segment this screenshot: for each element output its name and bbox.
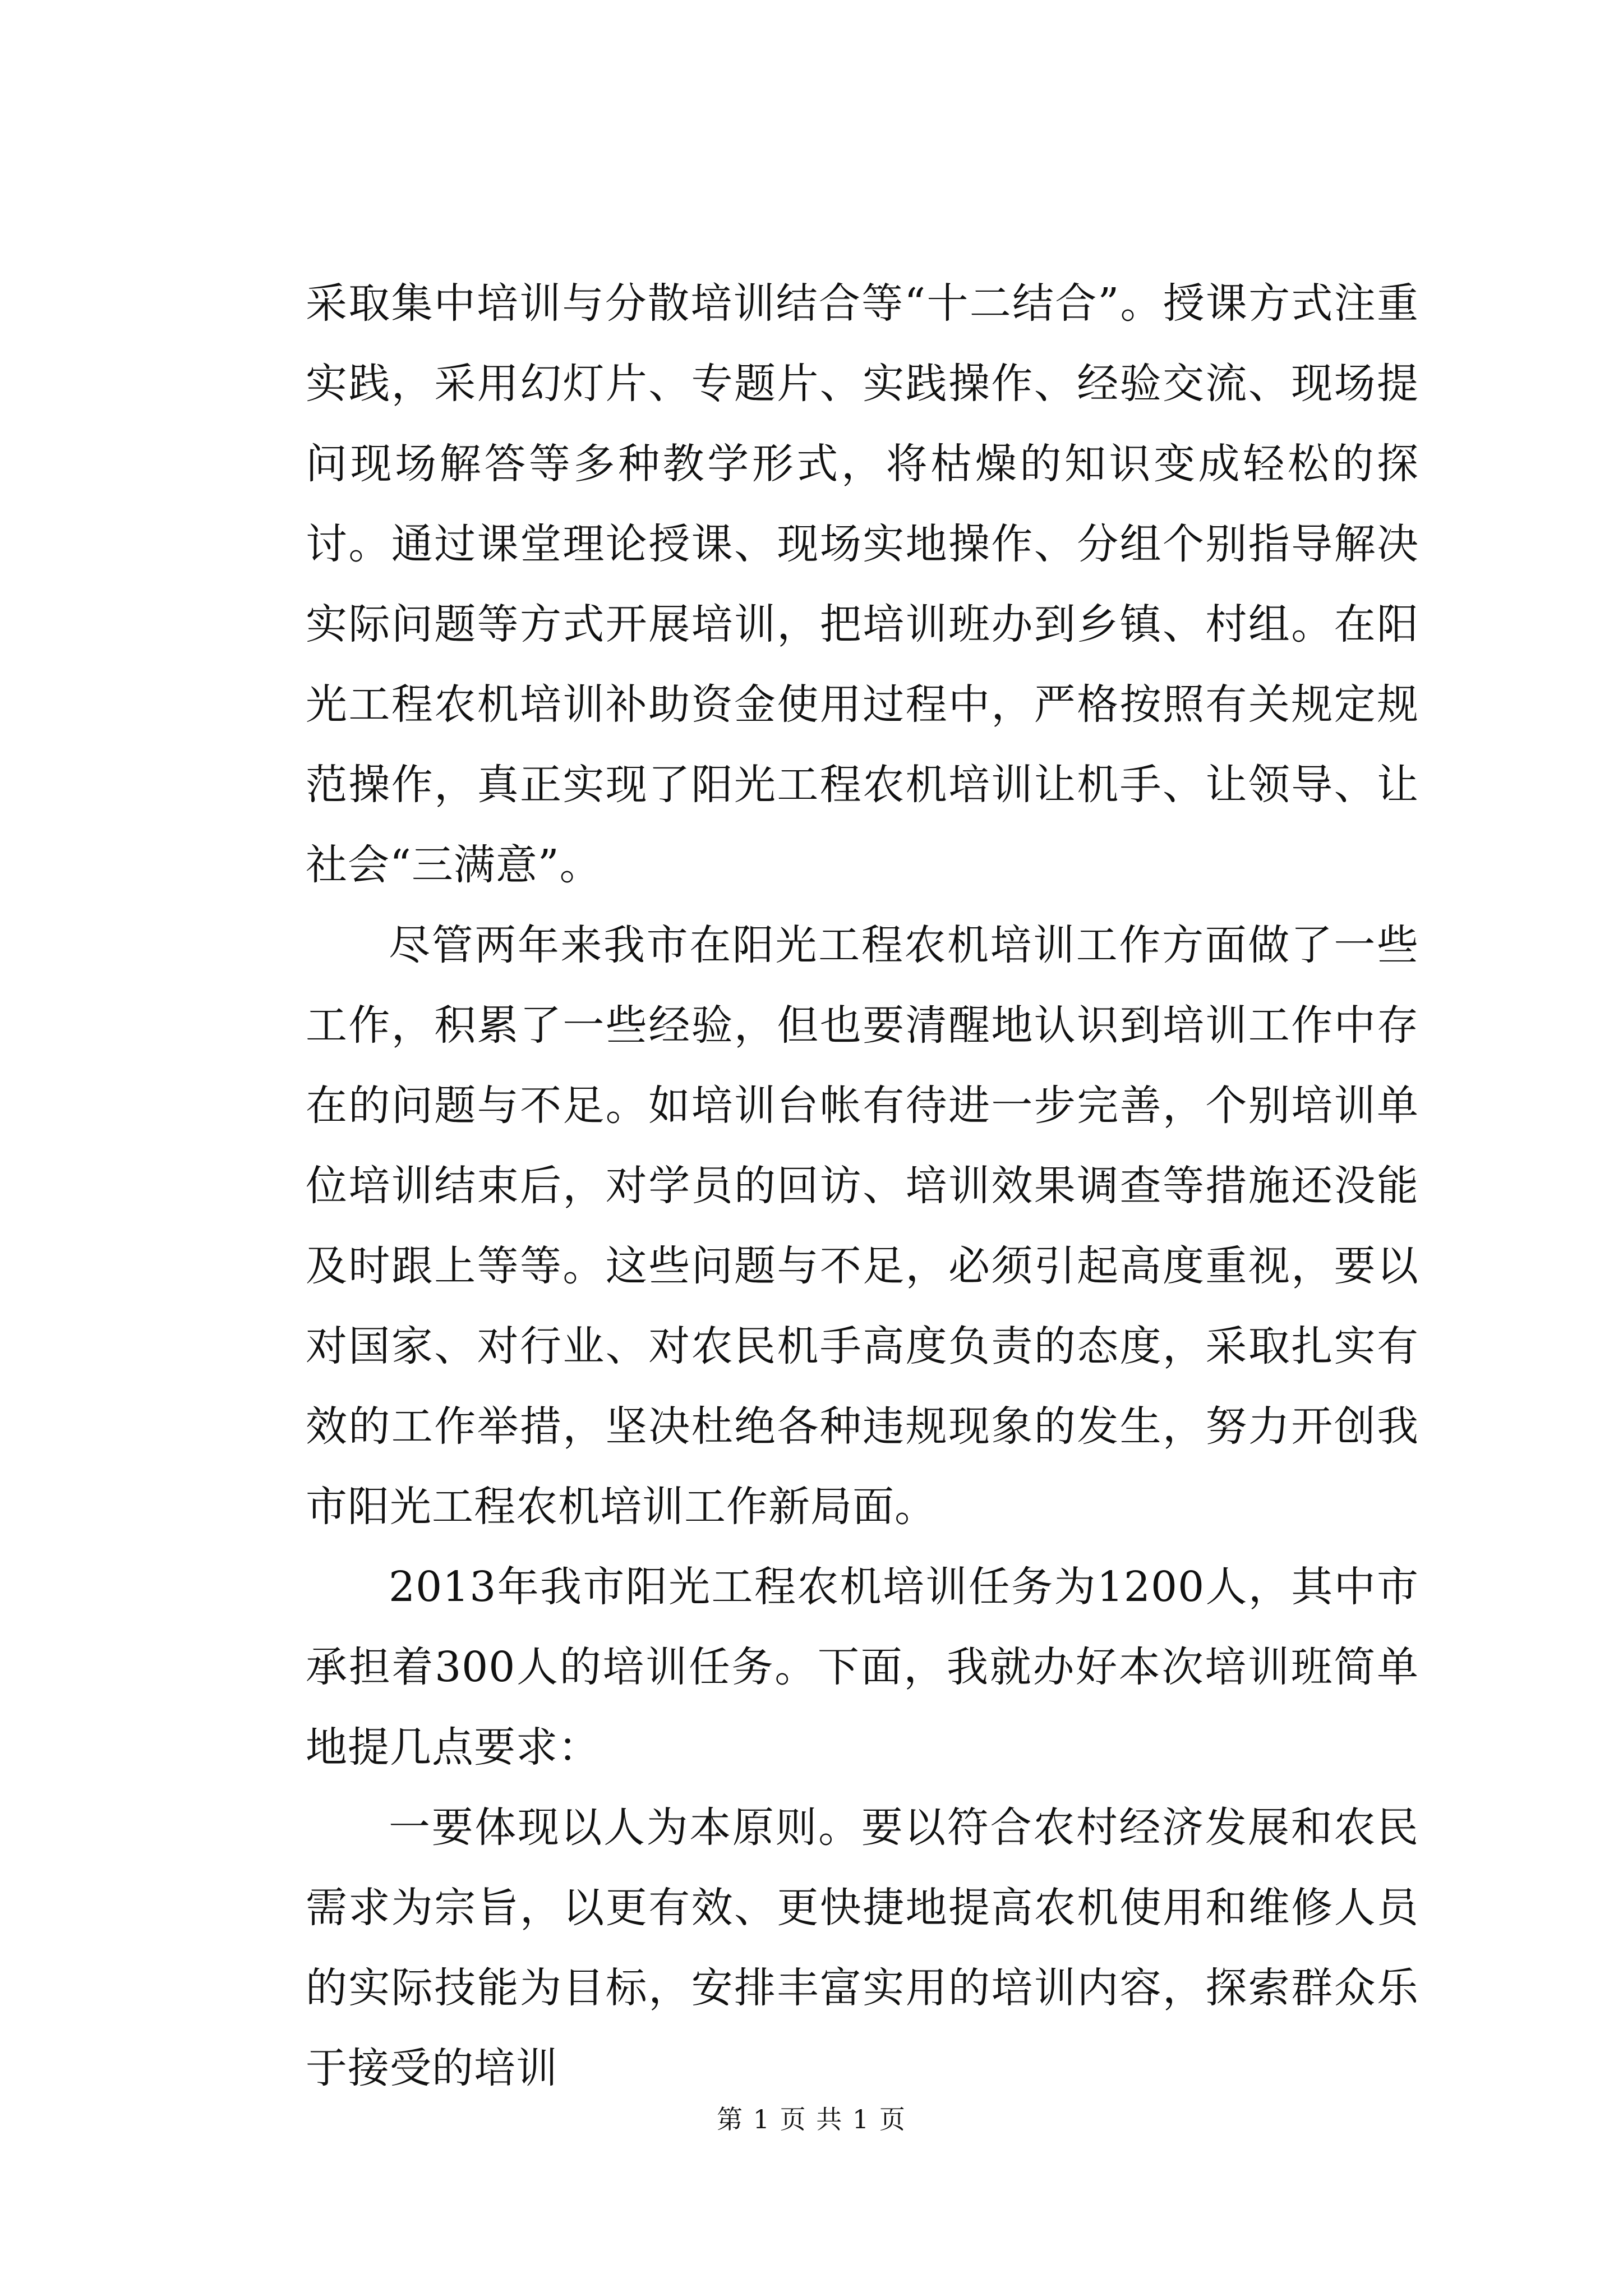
- paragraph-2: 尽管两年来我市在阳光工程农机培训工作方面做了一些工作，积累了一些经验，但也要清醒地认识到培训工作中存在的问题与不足。如培训台帐有待进一步完善，个别培训单位培训结束后，对学员的回访、培训效果调查等措施还没能及时跟上等等。这些问题与不足，必须引起高度重视，要以对国家、对行业、对农民机手高度负责的态度，采取扎实有效的工作举措，坚决杜绝各种违规现象的发生，努力开创我市阳光工程农机培训工作新局面。: [306, 921, 1419, 1531]
- document-body: [306, 264, 1419, 2109]
- paragraph-4: 一要体现以人为本原则。要以符合农村经济发展和农民需求为宗旨，以更有效、更快捷地提高农机使用和维修人员的实际技能为目标，安排丰富实用的培训内容，探索群众乐于接受的培训: [306, 1803, 1419, 2092]
- paragraph-3: 2013年我市阳光工程农机培训任务为1200人，其中市承担着300人的培训任务。下面，我就办好本次培训班简单地提几点要求：: [306, 1563, 1419, 1772]
- paragraph-1: 采取集中培训与分散培训结合等“十二结合”。授课方式注重实践，采用幻灯片、专题片、实践操作、经验交流、现场提问现场解答等多种教学形式，将枯燥的知识变成轻松的探讨。通过课堂理论授课、现场实地操作、分组个别指导解决实际问题等方式开展培训，把培训班办到乡镇、村组。在阳光工程农机培训补助资金使用过程中，严格按照有关规定规范操作，真正实现了阳光工程农机培训让机手、让领导、让社会“三满意”。: [306, 279, 1419, 889]
- page-footer: 第 1 页 共 1 页: [717, 2104, 906, 2134]
